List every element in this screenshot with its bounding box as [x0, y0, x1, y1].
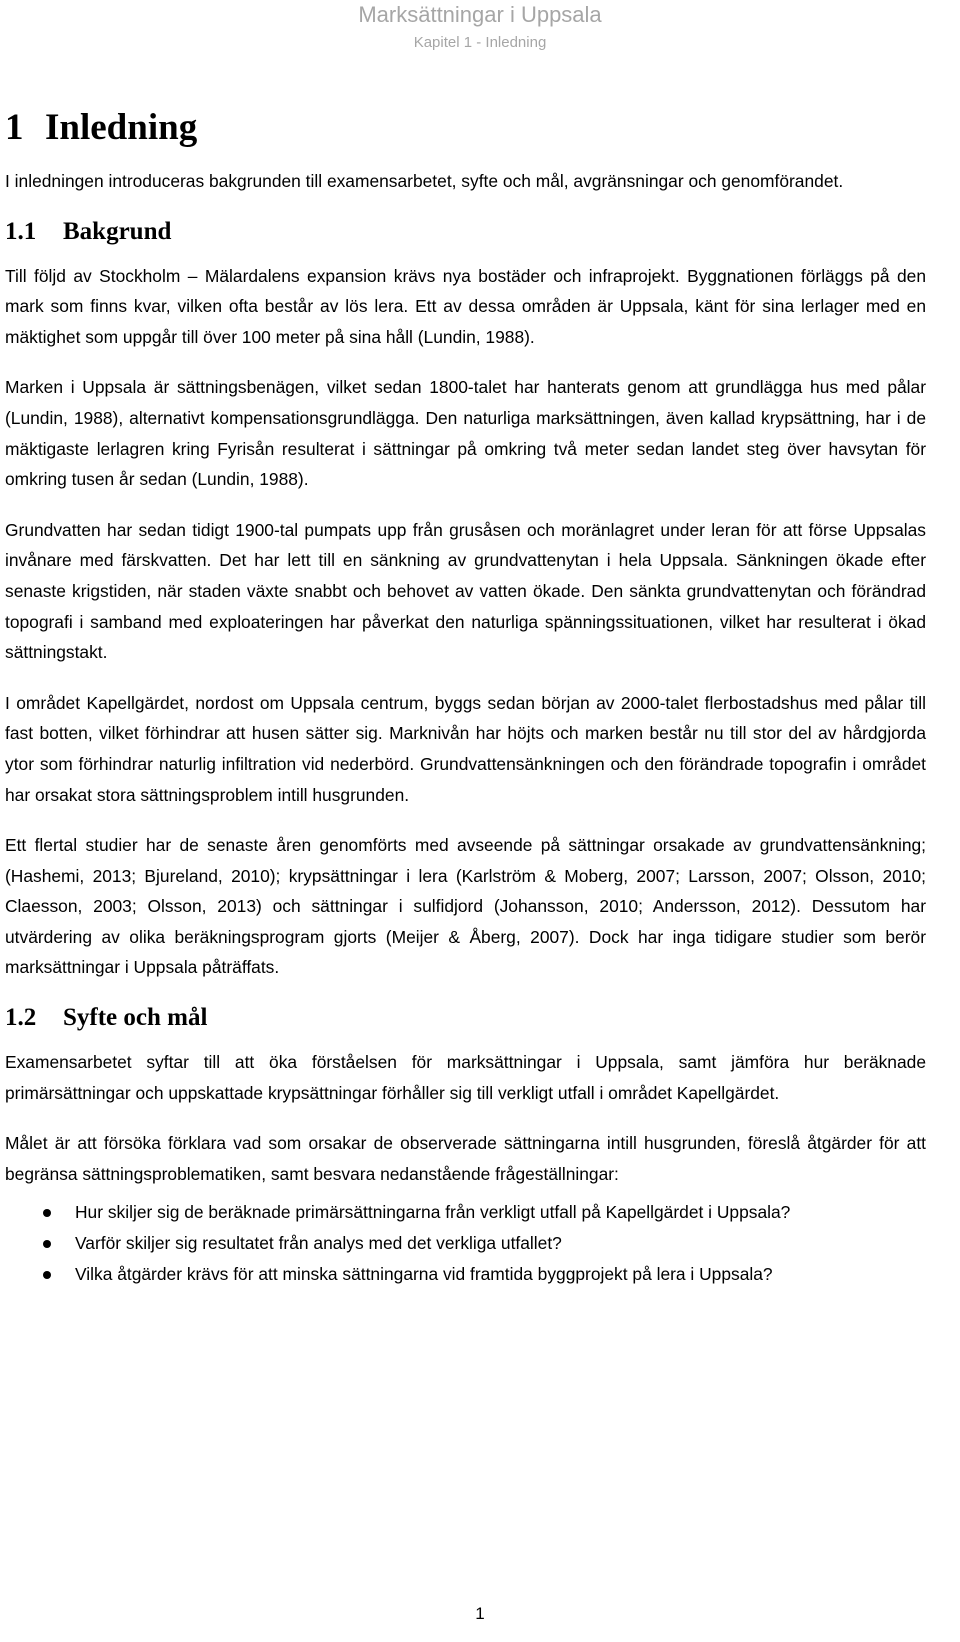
section-heading-bakgrund [5, 217, 926, 247]
running-header [0, 0, 960, 52]
paragraph: Examensarbetet syftar till att öka förståelsen för marksättningar i Uppsala, samt jämföra hur beräknade primärsättningar och uppskattade krypsättningar förhåller sig till verkligt utfall i området Kapellgärdet. [5, 1052, 926, 1103]
section-number: 1.1 [5, 217, 37, 245]
document-body [5, 106, 926, 1290]
chapter-heading [5, 106, 926, 150]
list-item-text: Vilka åtgärder krävs för att minska sättningarna vid framtida byggprojekt på lera i Uppsala? [75, 1264, 773, 1285]
bullet-icon [43, 1209, 51, 1217]
header-title: Marksättningar i Uppsala [358, 2, 602, 27]
list-item [75, 1197, 926, 1228]
list-item-text: Varför skiljer sig resultatet från analys med det verkliga utfallet? [75, 1233, 562, 1254]
paragraph: Till följd av Stockholm – Mälardalens expansion krävs nya bostäder och infraprojekt. Byggnationen förläggs på den mark som finns kvar, vilken ofta består av lös lera. Ett av dessa områden är Uppsala, känt för sina lerlager med en mäktighet som uppgår till över 100 meter på sina håll (Lundin, 1988). [5, 265, 926, 347]
page-number: 1 [475, 1604, 485, 1623]
section-heading-syfte [5, 1003, 926, 1033]
chapter-number: 1 [5, 107, 24, 148]
header-subtitle: Kapitel 1 - Inledning [413, 34, 547, 51]
chapter-title: Inledning [45, 107, 198, 148]
paragraph: I området Kapellgärdet, nordost om Uppsala centrum, byggs sedan början av 2000-talet flerbostadshus med pålar till fast botten, vilket förhindrar att husen sätter sig. Marknivån har höjts och marken består nu till stor del av hårdgjorda ytor som förhindrar naturlig infiltration vid nederbörd. Grundvattensänkningen och den förändrade topografin i området har orsakat stora sättningsproblem intill husgrunden. [5, 692, 926, 805]
paragraph: Grundvatten har sedan tidigt 1900-tal pumpats upp från grusåsen och moränlagret under leran för att förse Uppsalas invånare med färskvatten. Det har lett till en sänkning av grundvattenytan i hela Uppsala. Sänkningen ökade efter senaste krigstiden, när staden växte snabbt och behovet av vatten ökade. Den sänkta grundvattenytan och förändrad topografi i samband med exploateringen har påverkat den naturliga spänningssituationen, vilket har resulterat i ökad sättningstakt. [5, 519, 926, 663]
section-title: Syfte och mål [63, 1004, 208, 1032]
list-item-text: Hur skiljer sig de beräknade primärsättningarna från verkligt utfall på Kapellgärdet i Uppsala? [75, 1202, 791, 1223]
list-item [75, 1259, 926, 1290]
paragraph: Målet är att försöka förklara vad som orsakar de observerade sättningarna intill husgrunden, föreslå åtgärder för att begränsa sättningsproblematiken, samt besvara nedanstående frågeställningar: [5, 1133, 926, 1184]
paragraph: Marken i Uppsala är sättningsbenägen, vilket sedan 1800-talet har hanterats genom att grundlägga hus med pålar (Lundin, 1988), alternativt kompensationsgrundlägga. Den naturliga marksättningen, även kallad krypsättning, har i de mäktigaste lerlagren kring Fyrisån resulterat i sättningar på omkring två meter sedan landet steg över havsytan för omkring tusen år sedan (Lundin, 1988). [5, 377, 926, 490]
chapter-intro: I inledningen introduceras bakgrunden till examensarbetet, syfte och mål, avgränsningar och genomförandet. [5, 171, 844, 191]
section-title: Bakgrund [63, 217, 172, 245]
list-item [75, 1228, 926, 1259]
section-number: 1.2 [5, 1004, 37, 1032]
bullet-icon [43, 1271, 51, 1279]
bullet-icon [43, 1240, 51, 1248]
question-list [5, 1197, 926, 1290]
paragraph: Ett flertal studier har de senaste åren genomförts med avseende på sättningar orsakade av grundvattensänkning; (Hashemi, 2013; Bjureland, 2010); krypsättningar i lera (Karlström & Moberg, 2007; Larsson, 2007; Olsson, 2010; Claesson, 2003; Olsson, 2013) och sättningar i sulfidjord (Johansson, 2010; Andersson, 2012). Dessutom har utvärdering av olika beräkningsprogram gjorts (Meijer & Åberg, 2007). Dock har inga tidigare studier som berör marksättningar i Uppsala påträffats. [5, 835, 926, 978]
